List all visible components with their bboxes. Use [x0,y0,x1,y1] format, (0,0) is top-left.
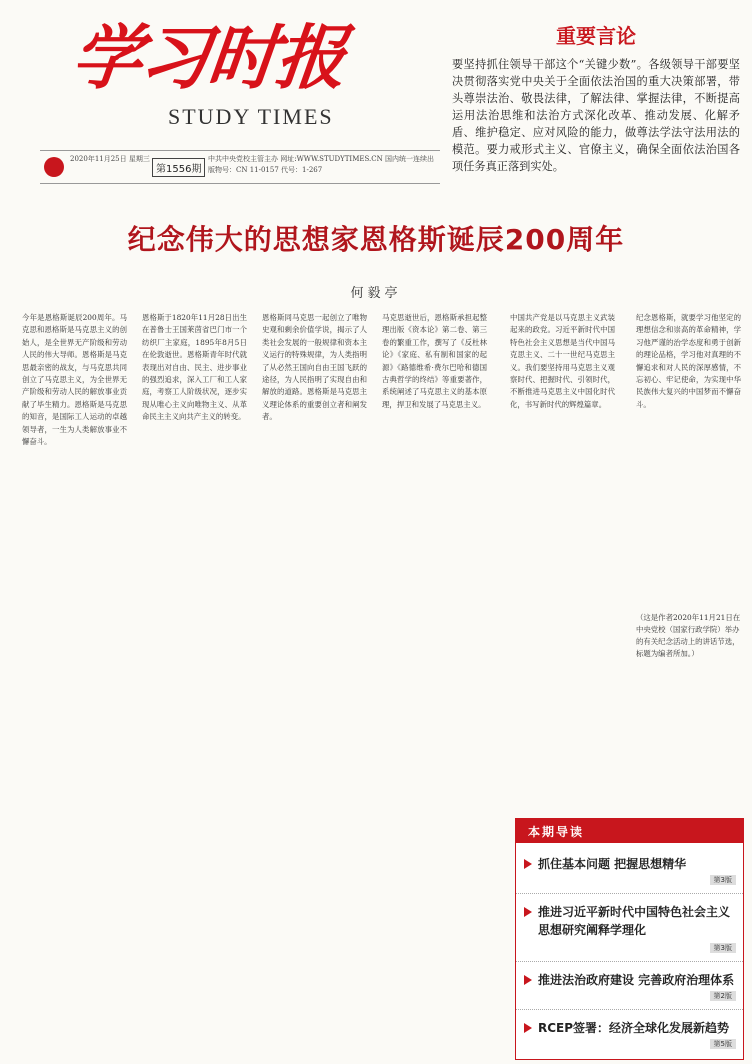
guide-item-page: 第5版 [710,1039,736,1049]
guide-item-title: 推进法治政府建设 完善政府治理体系 [538,973,735,987]
guide-item-page: 第3版 [710,875,736,885]
article-author: 何毅亭 [350,286,402,301]
triangle-bullet-icon [524,907,532,917]
issue-guide-box [515,818,744,1060]
guide-item-title: RCEP签署：经济全球化发展新趋势 [538,1021,730,1035]
guide-item[interactable] [524,971,736,1001]
triangle-bullet-icon [524,1023,532,1033]
article-column [142,312,247,1048]
guide-item-page: 第3版 [710,943,736,953]
triangle-bullet-icon [524,975,532,985]
divider [516,961,743,962]
article-source-note: （这是作者2020年11月21日在中央党校（国家行政学院）举办的有关纪念活动上的讲话节选，标题为编者所加。） [636,613,741,658]
issue-number: 第1556期 [152,158,205,177]
issue-date: 2020年11月25日 星期三 [70,155,150,163]
guide-item-title: 推进习近平新时代中国特色社会主义思想研究阐释学理化 [538,905,731,937]
article-paragraph: 恩格斯于1820年11月28日出生在普鲁士王国莱茵省巴门市一个纺织厂主家庭，1895年8月5日在伦敦逝世。恩格斯青年时代就表现出对自由、民主、进步事业的强烈追求，深入工厂和工人家庭，考察工人阶级状况，逐步实现从唯心主义向唯物主义、从革命民主主义向共产主义的转变。 [142,313,247,422]
logo-chinese: 学习时报 [67,16,349,99]
article-column [262,312,367,1048]
article-paragraph: 中国共产党是以马克思主义武装起来的政党。习近平新时代中国特色社会主义思想是当代中国马克思主义、二十一世纪马克思主义。我们要坚持用马克思主义观察时代、把握时代、引领时代，不断推进马克思主义中国化时代化，书写新时代的辉煌篇章。 [510,313,615,409]
article-paragraph: 恩格斯同马克思一起创立了唯物史观和剩余价值学说，揭示了人类社会发展的一般规律和资本主义运行的特殊规律，为人类指明了从必然王国向自由王国飞跃的途径，为人民指明了实现自由和解放的道路。恩格斯是马克思主义理论体系的重要创立者和阐发者。 [262,313,367,422]
guide-item[interactable] [524,1019,736,1049]
logo-english: STUDY TIMES [168,104,334,129]
guide-item-page: 第2版 [710,991,736,1001]
article-column [510,312,615,808]
article-column [382,312,487,1048]
divider [516,893,743,894]
guide-item[interactable] [524,855,736,885]
issue-info-bar [40,150,440,184]
article-column [22,312,127,1048]
important-remarks-box [452,20,740,173]
divider [516,1009,743,1010]
issue-guide-header [516,819,743,843]
guide-item[interactable] [524,903,736,953]
article-paragraph: 今年是恩格斯诞辰200周年。马克思和恩格斯是马克思主义的创始人，是全世界无产阶级和劳动人民的伟大导师。恩格斯是马克思最亲密的战友，与马克思共同创立了马克思主义，为全世界无产阶级和劳动人民的解放事业贡献了毕生精力。恩格斯是马克思的知音，是国际工人运动的卓越领导者，一生为人类解放事业不懈奋斗。 [22,313,127,447]
article-paragraph: 马克思逝世后，恩格斯承担起整理出版《资本论》第二卷、第三卷的繁重工作，撰写了《反杜林论》《家庭、私有制和国家的起源》《路德维希·费尔巴哈和德国古典哲学的终结》等重要著作，系统阐述了马克思主义的基本原理，捍卫和发展了马克思主义。 [382,313,487,409]
article-headline: 纪念伟大的思想家恩格斯诞辰200周年 [127,223,625,256]
important-remarks-title: 重要言论 [556,24,636,48]
article-paragraph: 纪念恩格斯，就要学习他坚定的理想信念和崇高的革命精神，学习他严谨的治学态度和勇于创新的理论品格，学习他对真理的不懈追求和对人民的深厚感情，不忘初心、牢记使命，为实现中华民族伟大复兴的中国梦而不懈奋斗。 [636,313,741,409]
important-remarks-text: 要坚持抓住领导干部这个“关键少数”。各级领导干部要坚决贯彻落实党中央关于全面依法治国的重大决策部署，带头尊崇法治、敬畏法律，了解法律、掌握法律，不断提高运用法治思维和法治方式深化改革、推动发展、化解矛盾、维护稳定、应对风险的能力，做尊法学法守法用法的模范。要力戒形式主义、官僚主义，确保全面依法治国各项任务真正落到实处。 [452,58,740,173]
party-emblem-icon [44,157,64,177]
issue-guide-title: 本期导读 [528,825,585,839]
article-column [636,312,741,602]
publisher-info: 中共中央党校主管主办 网址:WWW.STUDYTIMES.CN 国内统一连续出版物号：CN 11-0157 代号：1-267 [208,155,434,174]
masthead-logo [67,16,352,134]
triangle-bullet-icon [524,859,532,869]
guide-item-title: 抓住基本问题 把握思想精华 [538,857,687,871]
